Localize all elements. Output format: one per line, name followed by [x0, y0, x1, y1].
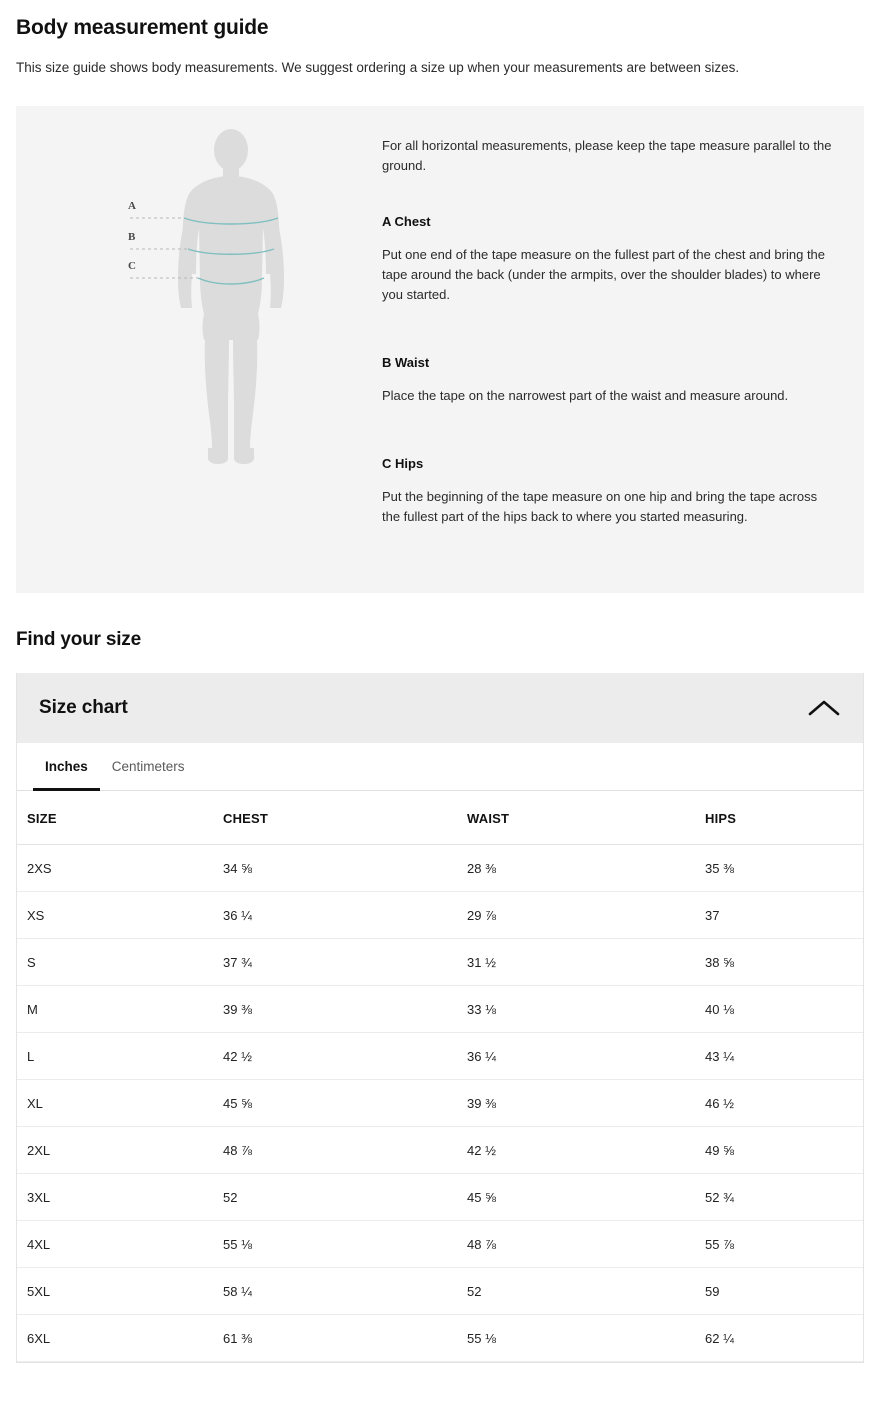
cell-size: M: [17, 986, 215, 1033]
cell-hips: 43 ¼: [697, 1033, 863, 1080]
cell-waist: 28 ⅜: [459, 845, 697, 892]
cell-hips: 40 ⅛: [697, 986, 863, 1033]
column-hips: HIPS: [697, 791, 863, 845]
chest-heading: A Chest: [382, 214, 431, 229]
table-row: [17, 1174, 863, 1221]
figure-label-b: B: [128, 231, 136, 243]
cell-chest: 58 ¼: [215, 1268, 459, 1315]
chest-description: Put one end of the tape measure on the fullest part of the chest and bring the tape around the back (under the armpits, over the shoulder blades) to where you started.: [382, 247, 826, 302]
cell-size: 6XL: [17, 1315, 215, 1362]
body-silhouette-icon: [116, 128, 346, 468]
size-chart-body: [17, 845, 863, 1362]
cell-chest: 55 ⅛: [215, 1221, 459, 1268]
cell-hips: 49 ⅝: [697, 1127, 863, 1174]
table-row: [17, 1221, 863, 1268]
table-row: [17, 845, 863, 892]
cell-size: 5XL: [17, 1268, 215, 1315]
chevron-up-icon[interactable]: [807, 697, 841, 719]
guide-intro-text: This size guide shows body measurements. We suggest ordering a size up when your measurements are between sizes.: [16, 60, 740, 75]
table-row: [17, 986, 863, 1033]
table-row: [17, 1033, 863, 1080]
column-size: SIZE: [17, 791, 215, 845]
hips-heading: C Hips: [382, 456, 424, 471]
cell-hips: 37: [697, 892, 863, 939]
cell-waist: 31 ½: [459, 939, 697, 986]
cell-waist: 48 ⅞: [459, 1221, 697, 1268]
cell-waist: 29 ⅞: [459, 892, 697, 939]
table-row: [17, 1127, 863, 1174]
cell-hips: 35 ⅜: [697, 845, 863, 892]
cell-chest: 36 ¼: [215, 892, 459, 939]
waist-heading: B Waist: [382, 355, 430, 370]
cell-size: XS: [17, 892, 215, 939]
waist-description: Place the tape on the narrowest part of the waist and measure around.: [382, 388, 789, 403]
find-your-size-title: Find your size: [16, 629, 141, 650]
cell-size: S: [17, 939, 215, 986]
figure-label-a: A: [128, 200, 136, 212]
page-title: Body measurement guide: [16, 16, 269, 39]
cell-hips: 46 ½: [697, 1080, 863, 1127]
measurement-panel: [16, 106, 864, 593]
cell-hips: 55 ⅞: [697, 1221, 863, 1268]
size-chart-header[interactable]: [17, 673, 863, 743]
hips-description: Put the beginning of the tape measure on one hip and bring the tape across the fullest part of the hips back to where you started measuring.: [382, 489, 818, 524]
cell-chest: 45 ⅝: [215, 1080, 459, 1127]
cell-size: 2XS: [17, 845, 215, 892]
figure-column: [16, 106, 382, 593]
cell-waist: 55 ⅛: [459, 1315, 697, 1362]
cell-hips: 52 ¾: [697, 1174, 863, 1221]
cell-chest: 52: [215, 1174, 459, 1221]
cell-waist: 52: [459, 1268, 697, 1315]
cell-chest: 39 ⅜: [215, 986, 459, 1033]
size-guide-page: [0, 14, 880, 1363]
cell-chest: 42 ½: [215, 1033, 459, 1080]
size-chart-card: [16, 673, 864, 1363]
cell-waist: 36 ¼: [459, 1033, 697, 1080]
cell-waist: 42 ½: [459, 1127, 697, 1174]
table-row: [17, 892, 863, 939]
cell-waist: 33 ⅛: [459, 986, 697, 1033]
size-chart-title: Size chart: [39, 697, 128, 718]
cell-hips: 62 ¼: [697, 1315, 863, 1362]
table-row: [17, 1080, 863, 1127]
table-header-row: [17, 791, 863, 845]
tab-centimeters[interactable]: Centimeters: [111, 759, 185, 774]
measurement-note: For all horizontal measurements, please keep the tape measure parallel to the ground.: [382, 138, 832, 173]
cell-hips: 59: [697, 1268, 863, 1315]
column-chest: CHEST: [215, 791, 459, 845]
cell-size: 3XL: [17, 1174, 215, 1221]
body-figure: [116, 128, 346, 468]
cell-chest: 37 ¾: [215, 939, 459, 986]
cell-size: L: [17, 1033, 215, 1080]
measurement-instructions: [382, 106, 864, 593]
cell-chest: 48 ⅞: [215, 1127, 459, 1174]
figure-label-c: C: [128, 260, 136, 272]
cell-chest: 34 ⅝: [215, 845, 459, 892]
cell-waist: 45 ⅝: [459, 1174, 697, 1221]
table-row: [17, 939, 863, 986]
cell-waist: 39 ⅜: [459, 1080, 697, 1127]
table-row: [17, 1268, 863, 1315]
cell-size: XL: [17, 1080, 215, 1127]
cell-chest: 61 ⅜: [215, 1315, 459, 1362]
cell-size: 4XL: [17, 1221, 215, 1268]
size-chart-table: [17, 791, 863, 1362]
cell-size: 2XL: [17, 1127, 215, 1174]
column-waist: WAIST: [459, 791, 697, 845]
tab-inches[interactable]: Inches: [33, 743, 100, 791]
cell-hips: 38 ⅝: [697, 939, 863, 986]
table-row: [17, 1315, 863, 1362]
unit-tabs: [17, 743, 863, 791]
